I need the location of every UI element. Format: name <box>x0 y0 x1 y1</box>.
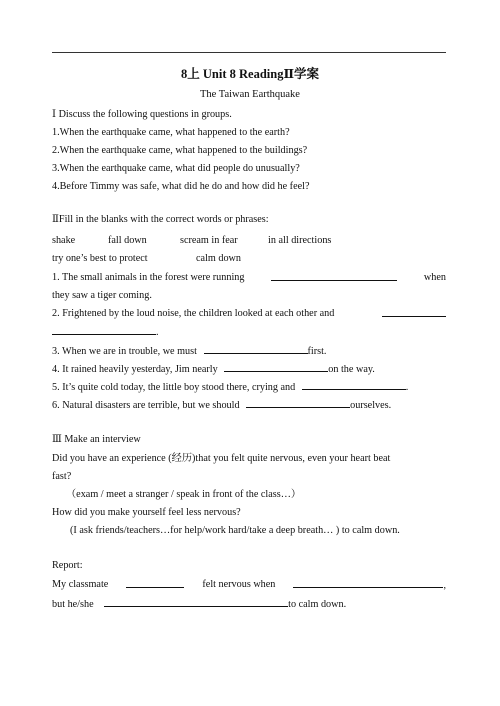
blank-6[interactable] <box>246 398 350 408</box>
report-blank-2[interactable] <box>293 578 443 588</box>
interview-hint-1: （exam / meet a stranger / speak in front of the class…） <box>66 489 302 500</box>
interview-hint-2: (I ask friends/teachers…for help/work hard/take a deep breath… ) to calm down. <box>70 525 400 536</box>
blank-4[interactable] <box>224 362 328 372</box>
blank-5[interactable] <box>302 380 406 390</box>
report-line-1-start: My classmate <box>52 579 109 590</box>
sentence-4-end: on the way. <box>328 364 375 375</box>
sentence-5 <box>52 380 446 394</box>
sentence-1 <box>52 271 446 284</box>
interview-question-1: Did you have an experience (经历)that you felt quite nervous, even your heart beat <box>52 453 391 464</box>
option-calm-down: calm down <box>196 253 241 264</box>
option-scream-in-fear: scream in fear <box>180 235 238 246</box>
sentence-6-end: ourselves. <box>350 400 392 411</box>
report-line-1-mid: felt nervous when <box>202 579 276 590</box>
sentence-4 <box>52 362 446 376</box>
blank-3[interactable] <box>204 344 308 354</box>
sentence-1-cont: they saw a tiger coming. <box>52 290 152 301</box>
sentence-1-text: 1. The small animals in the forest were running <box>52 272 245 283</box>
interview-question-1-cont: fast? <box>52 471 72 482</box>
sentence-5-text: 5. It’s quite cold today, the little boy stood there, crying and <box>52 382 296 393</box>
sentence-2 <box>52 307 446 320</box>
sentence-3-text: 3. When we are in trouble, we must <box>52 346 197 357</box>
sentence-2-text: 2. Frightened by the loud noise, the children looked at each other and <box>52 308 335 319</box>
report-line-1-end: , <box>443 580 446 591</box>
sentence-5-end: . <box>405 382 409 393</box>
question-2: 2.When the earthquake came, what happened to the buildings? <box>52 145 308 156</box>
question-4: 4.Before Timmy was safe, what did he do and how did he feel? <box>52 181 310 192</box>
report-line-2-end: to calm down. <box>288 599 347 610</box>
sentence-4-text: 4. It rained heavily yesterday, Jim nearly <box>52 364 218 375</box>
header-rule <box>52 52 446 53</box>
blank-2[interactable] <box>382 307 446 317</box>
question-3: 3.When the earthquake came, what did people do unusually? <box>52 163 300 174</box>
sentence-2-cont <box>52 325 446 339</box>
report-line-2-start: but he/she <box>52 599 94 610</box>
sentence-1-text-end: when <box>423 272 446 283</box>
sentence-2-end: . <box>156 327 159 338</box>
section2-heading: ⅡFill in the blanks with the correct words or phrases: <box>52 214 269 225</box>
report-blank-3[interactable] <box>104 597 288 607</box>
sentence-6 <box>52 398 446 412</box>
section1-heading: Ⅰ Discuss the following questions in groups. <box>52 109 232 120</box>
page-title: 8上 Unit 8 ReadingⅡ学案 <box>181 67 319 81</box>
blank-1[interactable] <box>271 271 397 281</box>
section3-heading: Ⅲ Make an interview <box>52 434 141 445</box>
interview-question-2: How did you make yourself feel less nervous? <box>52 507 241 518</box>
report-line-2 <box>52 597 446 611</box>
option-in-all-directions: in all directions <box>268 235 332 246</box>
option-try-best-to-protect: try one’s best to protect <box>52 253 148 264</box>
option-shake: shake <box>52 235 76 246</box>
page-subtitle: The Taiwan Earthquake <box>200 89 300 100</box>
question-1: 1.When the earthquake came, what happened to the earth? <box>52 127 290 138</box>
blank-2-cont[interactable] <box>52 325 156 335</box>
sentence-3 <box>52 344 446 358</box>
sentence-3-end: first. <box>307 346 327 357</box>
option-fall-down: fall down <box>108 235 147 246</box>
report-label: Report: <box>52 560 83 571</box>
report-blank-1[interactable] <box>126 578 184 588</box>
sentence-6-text: 6. Natural disasters are terrible, but we should <box>52 400 240 411</box>
report-line-1 <box>52 578 446 592</box>
